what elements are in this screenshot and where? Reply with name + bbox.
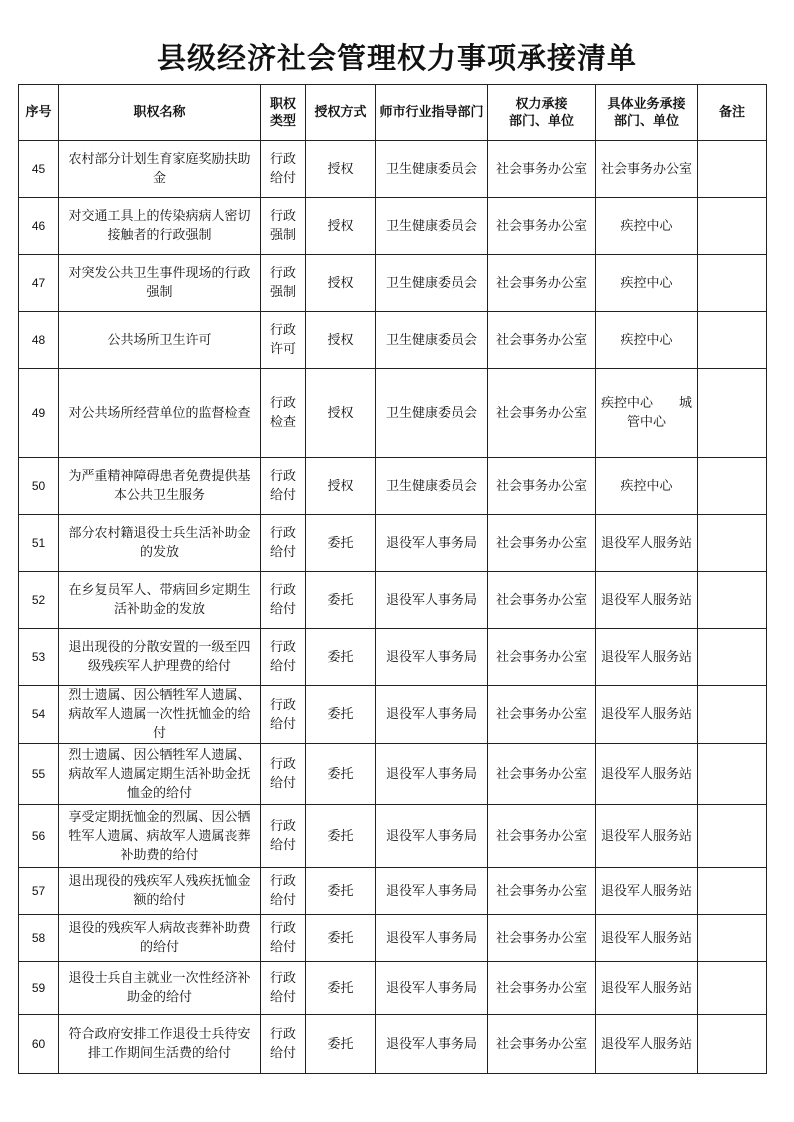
cell-auth: 委托	[306, 572, 376, 629]
header-name: 职权名称	[59, 85, 261, 141]
cell-auth: 授权	[306, 198, 376, 255]
cell-seq: 56	[19, 805, 59, 868]
header-auth: 授权方式	[306, 85, 376, 141]
table-row	[19, 915, 767, 962]
cell-accept: 社会事务办公室	[488, 686, 596, 744]
cell-note	[698, 515, 767, 572]
table-row	[19, 369, 767, 458]
cell-name: 部分农村籍退役士兵生活补助金的发放	[59, 515, 261, 572]
cell-specific: 退役军人服务站	[596, 515, 698, 572]
cell-specific: 疾控中心	[596, 312, 698, 369]
cell-type: 行政 给付	[261, 629, 306, 686]
cell-specific: 退役军人服务站	[596, 1015, 698, 1074]
cell-specific: 社会事务办公室	[596, 141, 698, 198]
cell-type: 行政 给付	[261, 1015, 306, 1074]
table-row	[19, 805, 767, 868]
cell-name: 退出现役的残疾军人残疾抚恤金额的给付	[59, 868, 261, 915]
cell-name: 对突发公共卫生事件现场的行政强制	[59, 255, 261, 312]
cell-name: 退役的残疾军人病故丧葬补助费的给付	[59, 915, 261, 962]
cell-specific: 退役军人服务站	[596, 915, 698, 962]
cell-note	[698, 572, 767, 629]
cell-type: 行政 许可	[261, 312, 306, 369]
header-specific: 具体业务承接 部门、单位	[596, 85, 698, 141]
cell-seq: 59	[19, 962, 59, 1015]
cell-auth: 委托	[306, 805, 376, 868]
cell-auth: 授权	[306, 312, 376, 369]
cell-dept: 退役军人事务局	[376, 515, 488, 572]
cell-seq: 46	[19, 198, 59, 255]
cell-auth: 委托	[306, 515, 376, 572]
cell-dept: 退役军人事务局	[376, 572, 488, 629]
cell-auth: 委托	[306, 1015, 376, 1074]
cell-seq: 47	[19, 255, 59, 312]
cell-seq: 49	[19, 369, 59, 458]
cell-type: 行政 给付	[261, 915, 306, 962]
cell-auth: 授权	[306, 458, 376, 515]
cell-auth: 委托	[306, 868, 376, 915]
cell-note	[698, 805, 767, 868]
cell-dept: 卫生健康委员会	[376, 198, 488, 255]
cell-note	[698, 255, 767, 312]
cell-dept: 退役军人事务局	[376, 915, 488, 962]
cell-auth: 委托	[306, 962, 376, 1015]
cell-note	[698, 744, 767, 805]
cell-note	[698, 1015, 767, 1074]
header-seq: 序号	[19, 85, 59, 141]
cell-type: 行政 给付	[261, 572, 306, 629]
cell-dept: 退役军人事务局	[376, 962, 488, 1015]
cell-specific: 疾控中心	[596, 198, 698, 255]
cell-accept: 社会事务办公室	[488, 141, 596, 198]
authority-table	[18, 84, 767, 1074]
table-row	[19, 868, 767, 915]
cell-seq: 51	[19, 515, 59, 572]
cell-seq: 53	[19, 629, 59, 686]
table-row	[19, 686, 767, 744]
cell-dept: 退役军人事务局	[376, 805, 488, 868]
cell-dept: 退役军人事务局	[376, 1015, 488, 1074]
cell-seq: 54	[19, 686, 59, 744]
table-row	[19, 141, 767, 198]
cell-type: 行政 给付	[261, 962, 306, 1015]
cell-dept: 卫生健康委员会	[376, 312, 488, 369]
cell-accept: 社会事务办公室	[488, 198, 596, 255]
cell-note	[698, 915, 767, 962]
cell-name: 对交通工具上的传染病病人密切接触者的行政强制	[59, 198, 261, 255]
cell-name: 农村部分计划生育家庭奖励扶助金	[59, 141, 261, 198]
cell-specific: 退役军人服务站	[596, 868, 698, 915]
cell-seq: 60	[19, 1015, 59, 1074]
cell-auth: 授权	[306, 141, 376, 198]
cell-name: 为严重精神障碍患者免费提供基本公共卫生服务	[59, 458, 261, 515]
cell-seq: 55	[19, 744, 59, 805]
cell-note	[698, 141, 767, 198]
table-row	[19, 629, 767, 686]
cell-note	[698, 198, 767, 255]
cell-accept: 社会事务办公室	[488, 915, 596, 962]
cell-dept: 退役军人事务局	[376, 868, 488, 915]
cell-dept: 退役军人事务局	[376, 629, 488, 686]
cell-accept: 社会事务办公室	[488, 572, 596, 629]
header-note: 备注	[698, 85, 767, 141]
header-row	[19, 85, 767, 141]
cell-dept: 卫生健康委员会	[376, 141, 488, 198]
cell-dept: 退役军人事务局	[376, 686, 488, 744]
cell-accept: 社会事务办公室	[488, 1015, 596, 1074]
cell-note	[698, 629, 767, 686]
cell-name: 退出现役的分散安置的一级至四级残疾军人护理费的给付	[59, 629, 261, 686]
cell-specific: 退役军人服务站	[596, 805, 698, 868]
cell-accept: 社会事务办公室	[488, 962, 596, 1015]
header-dept: 师市行业指导部门	[376, 85, 488, 141]
cell-name: 享受定期抚恤金的烈属、因公牺牲军人遗属、病故军人遗属丧葬补助费的给付	[59, 805, 261, 868]
page-title: 县级经济社会管理权力事项承接清单	[156, 41, 637, 75]
cell-name: 公共场所卫生许可	[59, 312, 261, 369]
header-type: 职权 类型	[261, 85, 306, 141]
table-row	[19, 458, 767, 515]
cell-seq: 48	[19, 312, 59, 369]
table-row	[19, 198, 767, 255]
cell-accept: 社会事务办公室	[488, 805, 596, 868]
cell-seq: 52	[19, 572, 59, 629]
cell-type: 行政 检查	[261, 369, 306, 458]
cell-auth: 委托	[306, 629, 376, 686]
cell-auth: 委托	[306, 915, 376, 962]
cell-seq: 45	[19, 141, 59, 198]
cell-specific: 退役军人服务站	[596, 744, 698, 805]
cell-accept: 社会事务办公室	[488, 629, 596, 686]
cell-auth: 授权	[306, 255, 376, 312]
cell-specific: 退役军人服务站	[596, 572, 698, 629]
cell-note	[698, 962, 767, 1015]
cell-type: 行政 给付	[261, 141, 306, 198]
cell-accept: 社会事务办公室	[488, 312, 596, 369]
cell-type: 行政 给付	[261, 868, 306, 915]
cell-auth: 授权	[306, 369, 376, 458]
cell-dept: 退役军人事务局	[376, 744, 488, 805]
table-row	[19, 312, 767, 369]
cell-type: 行政 给付	[261, 805, 306, 868]
cell-accept: 社会事务办公室	[488, 458, 596, 515]
table-row	[19, 1015, 767, 1074]
table-row	[19, 515, 767, 572]
table-row	[19, 744, 767, 805]
cell-name: 符合政府安排工作退役士兵待安排工作期间生活费的给付	[59, 1015, 261, 1074]
cell-specific: 退役军人服务站	[596, 962, 698, 1015]
cell-specific: 退役军人服务站	[596, 686, 698, 744]
cell-seq: 50	[19, 458, 59, 515]
cell-dept: 卫生健康委员会	[376, 255, 488, 312]
cell-type: 行政 给付	[261, 744, 306, 805]
cell-note	[698, 686, 767, 744]
cell-note	[698, 458, 767, 515]
cell-accept: 社会事务办公室	[488, 255, 596, 312]
cell-type: 行政 给付	[261, 458, 306, 515]
cell-type: 行政 强制	[261, 255, 306, 312]
cell-name: 退役士兵自主就业一次性经济补助金的给付	[59, 962, 261, 1015]
table-row	[19, 572, 767, 629]
cell-seq: 58	[19, 915, 59, 962]
cell-name: 在乡复员军人、带病回乡定期生活补助金的发放	[59, 572, 261, 629]
cell-specific: 退役军人服务站	[596, 629, 698, 686]
cell-accept: 社会事务办公室	[488, 744, 596, 805]
cell-dept: 卫生健康委员会	[376, 458, 488, 515]
cell-auth: 委托	[306, 686, 376, 744]
cell-specific: 疾控中心 城管中心	[596, 369, 698, 458]
cell-specific: 疾控中心	[596, 458, 698, 515]
cell-auth: 委托	[306, 744, 376, 805]
cell-specific: 疾控中心	[596, 255, 698, 312]
cell-seq: 57	[19, 868, 59, 915]
table-row	[19, 962, 767, 1015]
header-accept: 权力承接 部门、单位	[488, 85, 596, 141]
cell-name: 对公共场所经营单位的监督检查	[59, 369, 261, 458]
cell-dept: 卫生健康委员会	[376, 369, 488, 458]
table-row	[19, 255, 767, 312]
cell-type: 行政 强制	[261, 198, 306, 255]
cell-accept: 社会事务办公室	[488, 868, 596, 915]
cell-type: 行政 给付	[261, 686, 306, 744]
cell-note	[698, 369, 767, 458]
cell-type: 行政 给付	[261, 515, 306, 572]
cell-accept: 社会事务办公室	[488, 515, 596, 572]
cell-name: 烈士遗属、因公牺牲军人遗属、病故军人遗属一次性抚恤金的给付	[59, 686, 261, 744]
cell-note	[698, 312, 767, 369]
cell-note	[698, 868, 767, 915]
cell-name: 烈士遗属、因公牺牲军人遗属、病故军人遗属定期生活补助金抚恤金的给付	[59, 744, 261, 805]
cell-accept: 社会事务办公室	[488, 369, 596, 458]
